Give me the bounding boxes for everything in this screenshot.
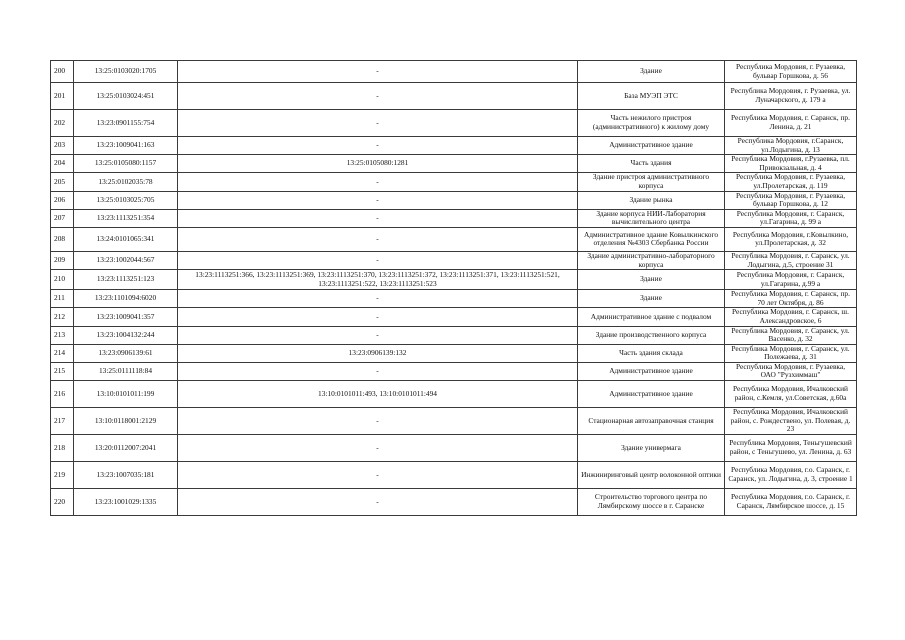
cadastral-number: 13:10:0118001:2129 [74,408,178,435]
cadastral-number: 13:23:1113251:354 [74,209,178,227]
included-cadastral-numbers: - [178,227,578,251]
object-name: Здание [578,61,725,83]
cadastral-number: 13:23:1001029:1335 [74,489,178,516]
table-row [51,251,857,269]
table-row [51,110,857,137]
included-cadastral-numbers: - [178,308,578,326]
included-cadastral-numbers: - [178,137,578,155]
object-address: Республика Мордовия, г.Ковылкино, ул.Пролетарская, д. 32 [725,227,857,251]
table-row [51,173,857,191]
object-address: Республика Мордовия, г. Саранск, ул. Полежаева, д. 31 [725,344,857,362]
table-row [51,83,857,110]
object-name: Здание административно-лабораторного корпуса [578,251,725,269]
row-number: 220 [51,489,74,516]
table-row [51,362,857,380]
included-cadastral-numbers: 13:23:1113251:366, 13:23:1113251:369, 13:23:1113251:370, 13:23:1113251:372, 13:23:1113251:371, 13:23:1113251:521, 13:23:1113251:522, 13:23:1113251:523 [178,270,578,290]
table-row [51,137,857,155]
row-number: 206 [51,191,74,209]
row-number: 213 [51,326,74,344]
object-address: Республика Мордовия, г. Рузаевка, ОАО "Рузхиммаш" [725,362,857,380]
object-name: База МУЭП ЭТС [578,83,725,110]
object-name: Здание корпуса НИИ-Лаборатория вычислительного центра [578,209,725,227]
cadastral-number: 13:25:0111118:84 [74,362,178,380]
object-address: Республика Мордовия, г. Саранск, ул.Гагарина, д.99 а [725,270,857,290]
table-row [51,270,857,290]
object-address: Республика Мордовия, г.Рузаевка, пл. Привокзальная, д. 4 [725,155,857,173]
included-cadastral-numbers: - [178,362,578,380]
table-row [51,227,857,251]
included-cadastral-numbers: - [178,462,578,489]
included-cadastral-numbers: - [178,408,578,435]
included-cadastral-numbers: - [178,489,578,516]
object-name: Здание [578,270,725,290]
cadastral-number: 13:23:1007035:181 [74,462,178,489]
table-row [51,344,857,362]
object-name: Административное здание [578,362,725,380]
cadastral-number: 13:23:0901155:754 [74,110,178,137]
object-address: Республика Мордовия, г.Саранск, ул.Лодыгина, д. 13 [725,137,857,155]
cadastral-number: 13:23:1009041:357 [74,308,178,326]
table-row [51,61,857,83]
table-row [51,326,857,344]
object-name: Здание производственного корпуса [578,326,725,344]
cadastral-number: 13:23:1101094:6020 [74,290,178,308]
cadastral-number: 13:23:1113251:123 [74,270,178,290]
row-number: 217 [51,408,74,435]
object-address: Республика Мордовия, г. Рузаевка, бульвар Горшкова, д. 12 [725,191,857,209]
included-cadastral-numbers: - [178,83,578,110]
table-row [51,462,857,489]
table-row [51,209,857,227]
object-address: Республика Мордовия, Ичалковский район, с.Кемля, ул.Советская, д.60а [725,381,857,408]
object-name: Часть нежилого пристроя (административного) к жилому дому [578,110,725,137]
cadastral-number: 13:23:1009041:163 [74,137,178,155]
object-name: Административное здание с подвалом [578,308,725,326]
object-name: Часть здания склада [578,344,725,362]
included-cadastral-numbers: - [178,110,578,137]
included-cadastral-numbers: - [178,191,578,209]
object-address: Республика Мордовия, г. Саранск, ш. Александровское, 6 [725,308,857,326]
table-row [51,191,857,209]
included-cadastral-numbers: - [178,61,578,83]
included-cadastral-numbers: - [178,290,578,308]
object-address: Республика Мордовия, г. Рузаевка, ул. Луначарского, д. 179 а [725,83,857,110]
object-name: Строительство торгового центра по Лямбирскому шоссе в г. Саранске [578,489,725,516]
cadastral-number: 13:25:0103024:451 [74,83,178,110]
row-number: 214 [51,344,74,362]
row-number: 216 [51,381,74,408]
included-cadastral-numbers: - [178,173,578,191]
object-address: Республика Мордовия, г. Рузаевка, ул.Пролетарская, д. 119 [725,173,857,191]
registry-body [51,61,857,516]
row-number: 219 [51,462,74,489]
object-name: Здание универмага [578,435,725,462]
row-number: 200 [51,61,74,83]
object-name: Часть здания [578,155,725,173]
included-cadastral-numbers: - [178,435,578,462]
cadastral-number: 13:25:0103020:1705 [74,61,178,83]
object-address: Республика Мордовия, Ичалковский район, с. Рождествено, ул. Полевая, д. 23 [725,408,857,435]
table-row [51,155,857,173]
row-number: 211 [51,290,74,308]
row-number: 203 [51,137,74,155]
cadastral-number: 13:23:1002044:567 [74,251,178,269]
row-number: 205 [51,173,74,191]
object-name: Здание пристроя административного корпуса [578,173,725,191]
object-name: Административное здание Ковылкинского отделения №4303 Сбербанка России [578,227,725,251]
object-name: Административное здание [578,137,725,155]
table-row [51,308,857,326]
object-address: Республика Мордовия, г. Саранск, ул.Гагарина, д. 99 а [725,209,857,227]
included-cadastral-numbers: 13:25:0105080:1281 [178,155,578,173]
cadastral-number: 13:20:0112007:2041 [74,435,178,462]
object-name: Здание [578,290,725,308]
cadastral-number: 13:23:1004132:244 [74,326,178,344]
row-number: 212 [51,308,74,326]
row-number: 210 [51,270,74,290]
row-number: 201 [51,83,74,110]
object-address: Республика Мордовия, г. Саранск, пр. Ленина, д. 21 [725,110,857,137]
table-row [51,489,857,516]
object-address: Республика Мордовия, Теньгушевский район, с Теньгушево, ул. Ленина, д. 63 [725,435,857,462]
table-row [51,408,857,435]
cadastral-number: 13:23:0906139:61 [74,344,178,362]
included-cadastral-numbers: - [178,326,578,344]
row-number: 209 [51,251,74,269]
property-registry-table [50,60,857,516]
included-cadastral-numbers: - [178,251,578,269]
table-row [51,381,857,408]
object-address: Республика Мордовия, г.о. Саранск, г. Саранск, ул. Лодыгина, д. 3, строение 1 [725,462,857,489]
object-name: Инжиниринговый центр волоконной оптики [578,462,725,489]
object-name: Здание рынка [578,191,725,209]
row-number: 207 [51,209,74,227]
row-number: 202 [51,110,74,137]
object-address: Республика Мордовия, г. Саранск, ул. Васенко, д. 32 [725,326,857,344]
cadastral-number: 13:10:0101011:199 [74,381,178,408]
row-number: 215 [51,362,74,380]
object-address: Республика Мордовия, г. Саранск, ул. Лодыгина, д.5, строение 31 [725,251,857,269]
row-number: 204 [51,155,74,173]
included-cadastral-numbers: - [178,209,578,227]
cadastral-number: 13:25:0105080:1157 [74,155,178,173]
cadastral-number: 13:25:0103025:705 [74,191,178,209]
row-number: 218 [51,435,74,462]
included-cadastral-numbers: 13:23:0906139:132 [178,344,578,362]
object-address: Республика Мордовия, г.о. Саранск, г. Саранск, Лямбирское шоссе, д. 15 [725,489,857,516]
object-address: Республика Мордовия, г. Рузаевка, бульвар Горшкова, д. 56 [725,61,857,83]
cadastral-number: 13:24:0101065:341 [74,227,178,251]
cadastral-number: 13:25:0102035:78 [74,173,178,191]
object-name: Стационарная автозаправочная станция [578,408,725,435]
table-row [51,290,857,308]
row-number: 208 [51,227,74,251]
table-row [51,435,857,462]
included-cadastral-numbers: 13:10:0101011:493, 13:10:0101011:494 [178,381,578,408]
object-address: Республика Мордовия, г. Саранск, пр. 70 лет Октября, д. 86 [725,290,857,308]
object-name: Административное здание [578,381,725,408]
